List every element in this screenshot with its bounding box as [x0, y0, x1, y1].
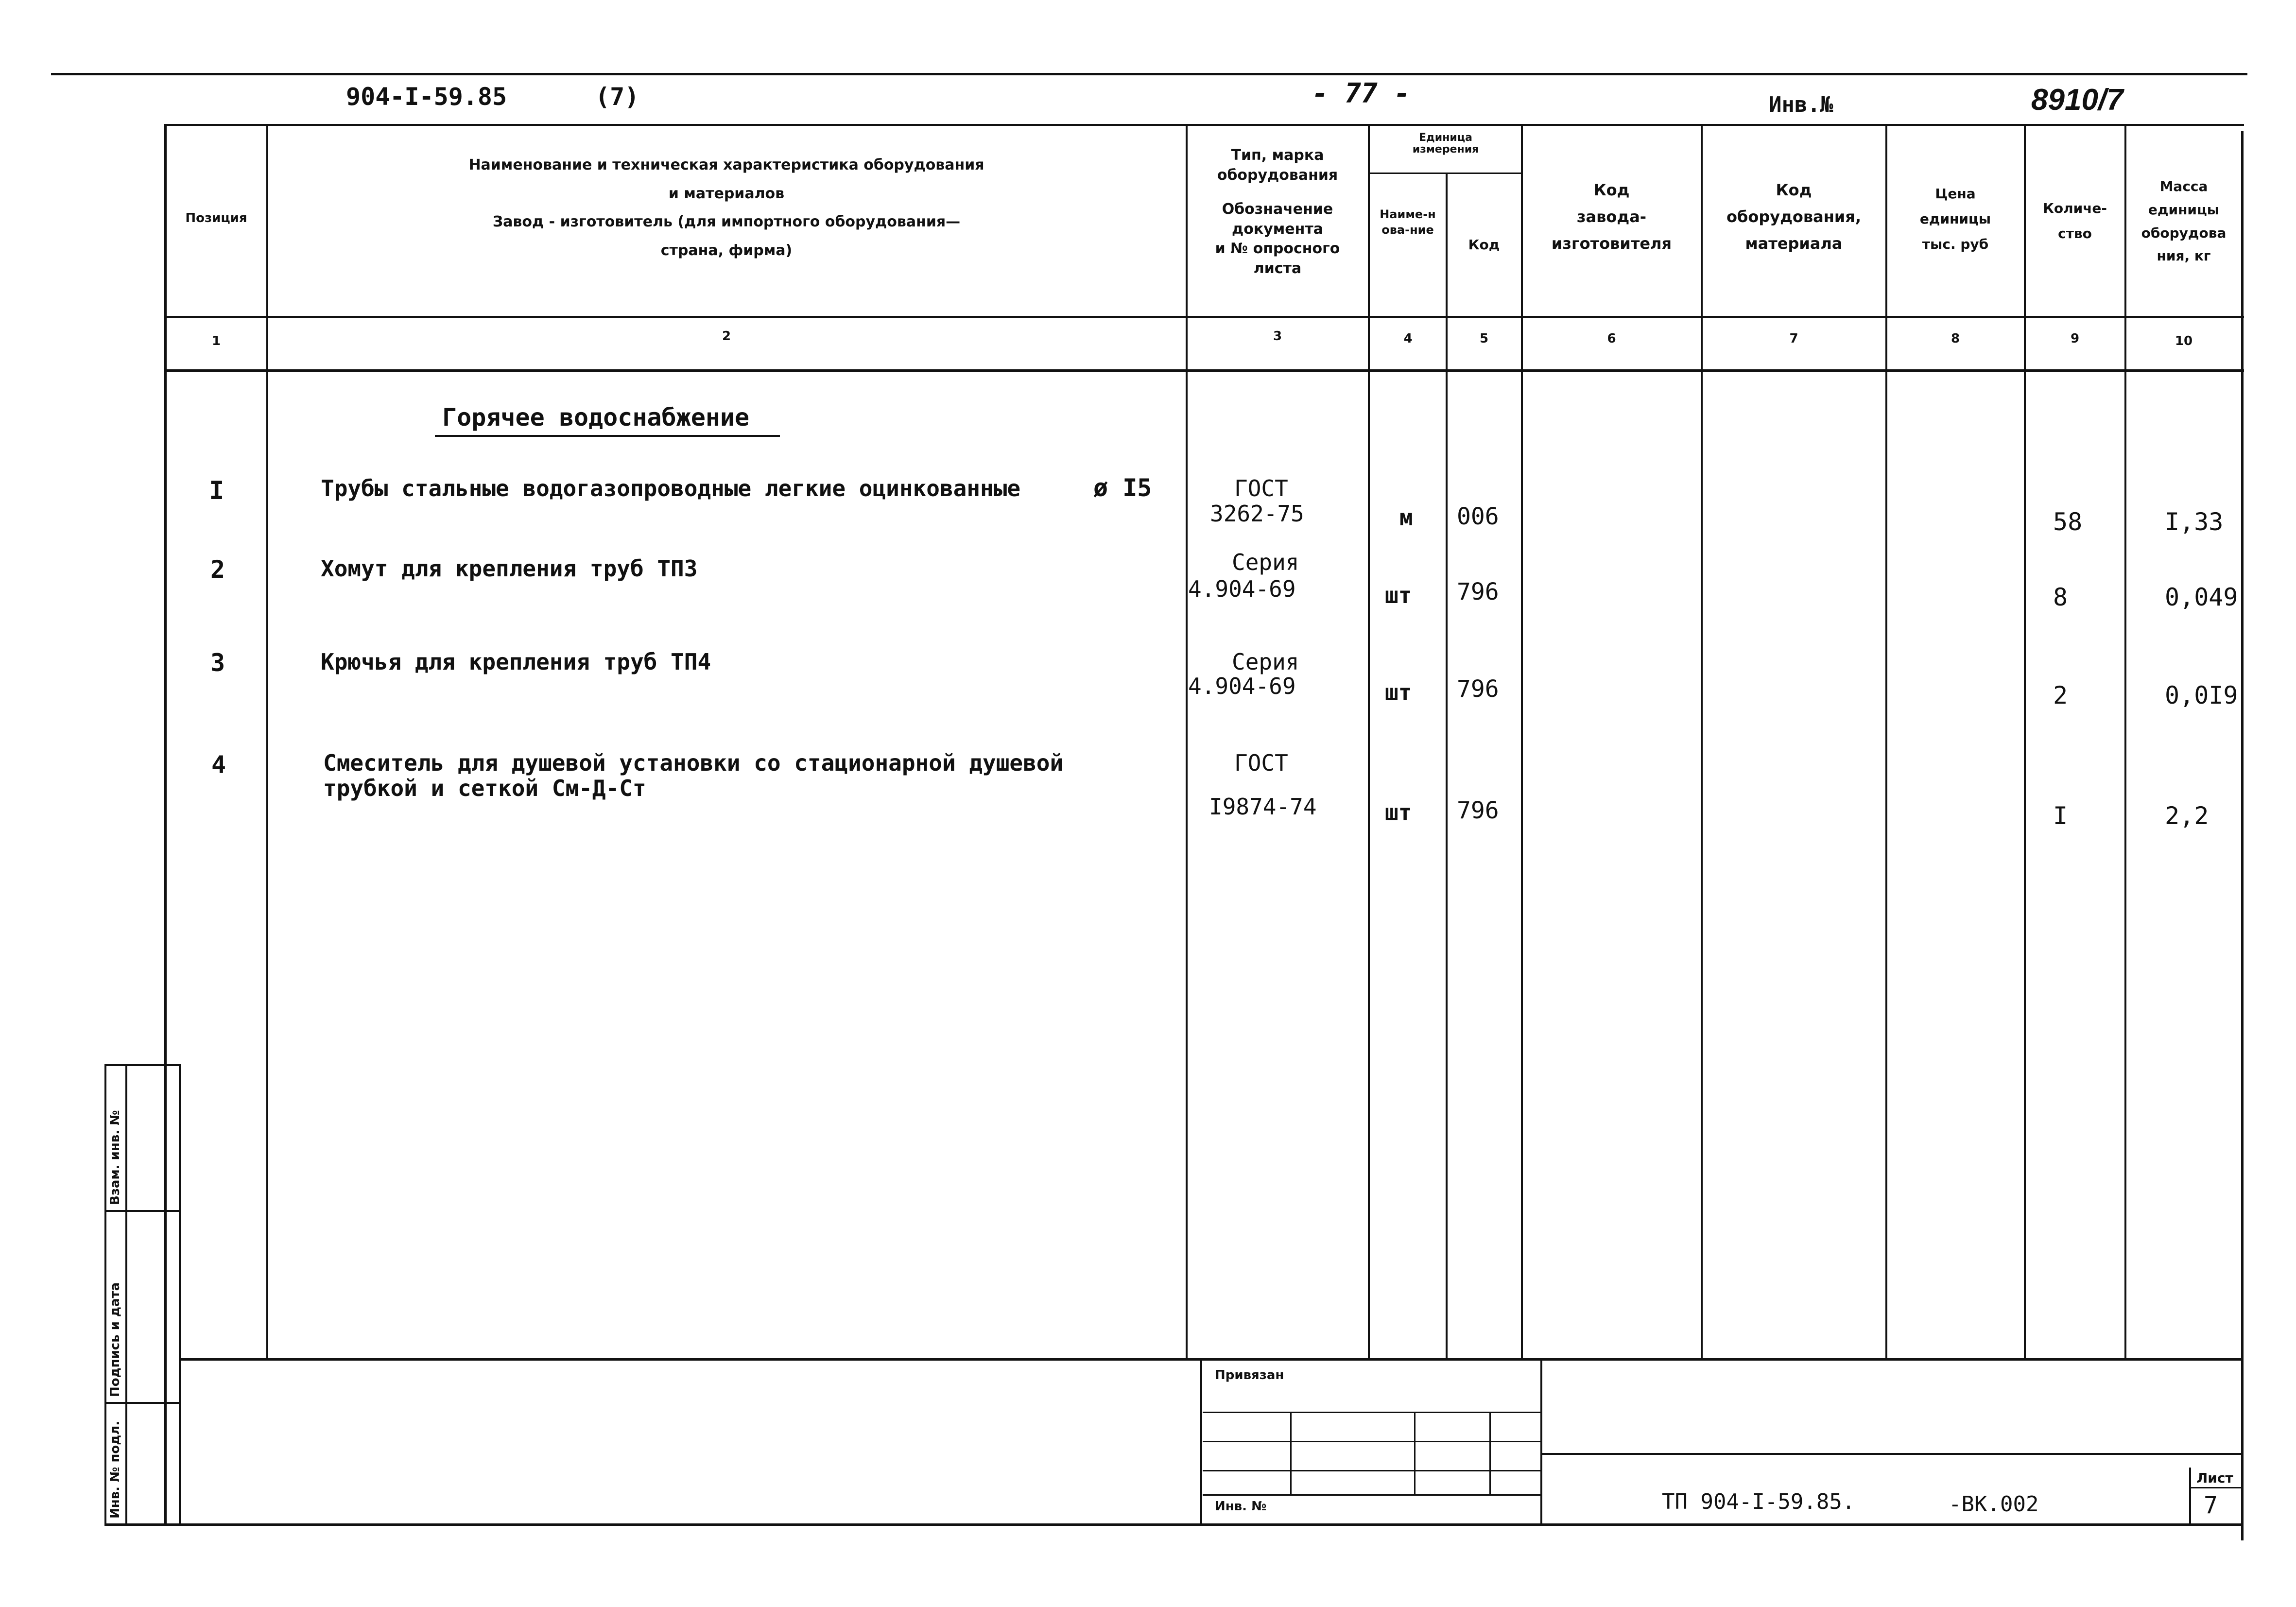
sheet-box-left: [2189, 1468, 2191, 1526]
sheet-number: 7: [2204, 1492, 2218, 1519]
row-4-name: Смеситель для душевой установки со стационарной душевой: [323, 750, 1064, 776]
col-sep-4: [1446, 173, 1448, 1358]
row-2-qty: 8: [2053, 583, 2068, 611]
sheet-paren: (7): [595, 83, 639, 111]
row-3-pos: 3: [210, 649, 225, 677]
row-2-type-l1: Серия: [1232, 549, 1299, 575]
row-2-name: Хомут для крепления труб ТП3: [321, 555, 698, 582]
stamp-grid-h4: [1203, 1494, 1540, 1496]
header-unit-group: Единица измерения: [1412, 132, 1479, 156]
stamp-grid-v3: [1489, 1412, 1491, 1494]
row-1-type-l2: 3262-75: [1210, 501, 1304, 527]
colnum-10: 10: [2175, 334, 2193, 348]
col-sep-6: [1701, 124, 1703, 1358]
row-3-mass: 0,0I9: [2165, 681, 2238, 709]
header-mass: Масса единицы оборудова ния, кг: [2141, 178, 2227, 264]
stamp-divider-right: [1540, 1361, 1542, 1526]
row-4-code: 796: [1457, 797, 1499, 824]
header-unit-code: Код: [1468, 237, 1500, 253]
margin-right-edge: [179, 1064, 181, 1526]
margin-sep-top: [104, 1064, 180, 1066]
colnum-5: 5: [1479, 331, 1489, 346]
colnum-bottom-line: [164, 369, 2244, 372]
frame-right-line: [2241, 131, 2244, 1540]
row-3-name: Крючья для крепления труб ТП4: [321, 649, 711, 675]
inventory-value: 8910/7: [2031, 83, 2123, 117]
header-top-line: [164, 124, 2244, 126]
frame-left-line: [164, 124, 167, 1523]
row-4-qty: I: [2053, 802, 2068, 830]
row-4-type-l2: I9874-74: [1209, 794, 1317, 820]
unit-group-line: [1368, 173, 1522, 174]
stamp-grid-v2: [1414, 1412, 1416, 1494]
stamp-grid-v1: [1290, 1412, 1292, 1494]
row-3-type-l2: 4.904-69: [1188, 673, 1296, 699]
row-2-pos: 2: [210, 555, 225, 584]
row-2-mass: 0,049: [2165, 583, 2238, 611]
stamp-inv-no-label: Инв. №: [1215, 1499, 1267, 1514]
colnum-1: 1: [211, 334, 221, 348]
header-position: Позиция: [185, 211, 247, 225]
row-2-type-l2: 4.904-69: [1188, 576, 1296, 602]
margin-label-podpis: Подпись и дата: [108, 1282, 122, 1397]
stamp-attached-label: Привязан: [1215, 1368, 1284, 1382]
row-1-qty: 58: [2053, 508, 2083, 536]
section-title-underline: [435, 435, 780, 437]
row-1-type-l1: ГОСТ: [1234, 475, 1288, 501]
col-sep-2: [1186, 124, 1188, 1358]
row-3-code: 796: [1457, 675, 1499, 703]
header-unit-name: Наиме-нова-ние: [1380, 207, 1436, 237]
row-3-type-l1: Серия: [1232, 649, 1299, 675]
row-4-type-l1: ГОСТ: [1234, 750, 1288, 776]
header-bottom-line: [164, 316, 2244, 318]
row-4-mass: 2,2: [2165, 802, 2209, 830]
col-sep-9: [2124, 124, 2126, 1358]
row-2-unit: шт: [1385, 582, 1412, 608]
row-4-unit: шт: [1385, 799, 1412, 826]
margin-label-inv-podl: Инв. № подл.: [108, 1420, 122, 1519]
margin-outer-line: [104, 1064, 106, 1526]
title-block-line: [1541, 1453, 2241, 1455]
header-plant-code: Код завода- изготовителя: [1551, 181, 1672, 253]
colnum-4: 4: [1403, 331, 1413, 346]
margin-sep-1: [104, 1210, 180, 1212]
title-block-suffix: -ВК.002: [1949, 1492, 2039, 1517]
colnum-6: 6: [1607, 331, 1616, 346]
header-name: Наименование и техническая характеристика оборудования и материалов Завод - изготовитель (для импортного оборудования— страна, фирма): [468, 156, 984, 259]
frame-top-line: [51, 73, 2247, 75]
header-material-code: Код оборудования, материала: [1726, 181, 1861, 253]
col-sep-8: [2024, 124, 2026, 1358]
row-2-code: 796: [1457, 578, 1499, 605]
colnum-3: 3: [1273, 329, 1282, 344]
stamp-divider-left: [1200, 1361, 1202, 1526]
header-quantity: Количе- ство: [2042, 200, 2107, 242]
row-1-code: 006: [1457, 503, 1499, 530]
page-number: - 77 -: [1312, 78, 1411, 109]
margin-label-vzam: Взам. инв. №: [108, 1110, 122, 1205]
frame-bottom-line: [104, 1523, 2243, 1526]
row-1-unit: м: [1399, 504, 1413, 531]
row-1-diameter: ø I5: [1093, 474, 1152, 502]
margin-sep-2: [104, 1402, 180, 1404]
row-4-pos: 4: [211, 751, 226, 779]
sheet-label: Лист: [2196, 1470, 2233, 1486]
colnum-2: 2: [722, 329, 731, 344]
header-type: Тип, марка оборудования Обозначение документа и № опросного листа: [1215, 147, 1340, 277]
col-sep-3: [1368, 124, 1370, 1358]
row-1-mass: I,33: [2165, 508, 2224, 536]
col-sep-1: [266, 124, 268, 1358]
row-1-pos: I: [209, 476, 224, 505]
colnum-7: 7: [1789, 331, 1798, 346]
section-title: Горячее водоснабжение: [442, 403, 750, 432]
inventory-label: Инв.№: [1769, 92, 1833, 117]
header-price: Цена единицы тыс. руб: [1919, 186, 1991, 252]
row-1-name: Трубы стальные водогазопроводные легкие оцинкованные: [321, 475, 1021, 501]
colnum-9: 9: [2070, 331, 2080, 346]
row-3-qty: 2: [2053, 681, 2068, 709]
sheet-box-mid: [2189, 1487, 2243, 1488]
colnum-8: 8: [1951, 331, 1960, 346]
title-block-doc-id: ТП 904-I-59.85.: [1662, 1489, 1855, 1514]
stamp-top-line: [180, 1358, 2243, 1361]
row-3-unit: шт: [1385, 679, 1412, 706]
col-sep-7: [1885, 124, 1887, 1358]
row-4-name-cont: трубкой и сеткой См-Д-Ст: [323, 775, 646, 801]
margin-inner-line: [125, 1064, 127, 1526]
doc-code-top: 904-I-59.85: [346, 83, 507, 111]
col-sep-5: [1521, 124, 1523, 1358]
